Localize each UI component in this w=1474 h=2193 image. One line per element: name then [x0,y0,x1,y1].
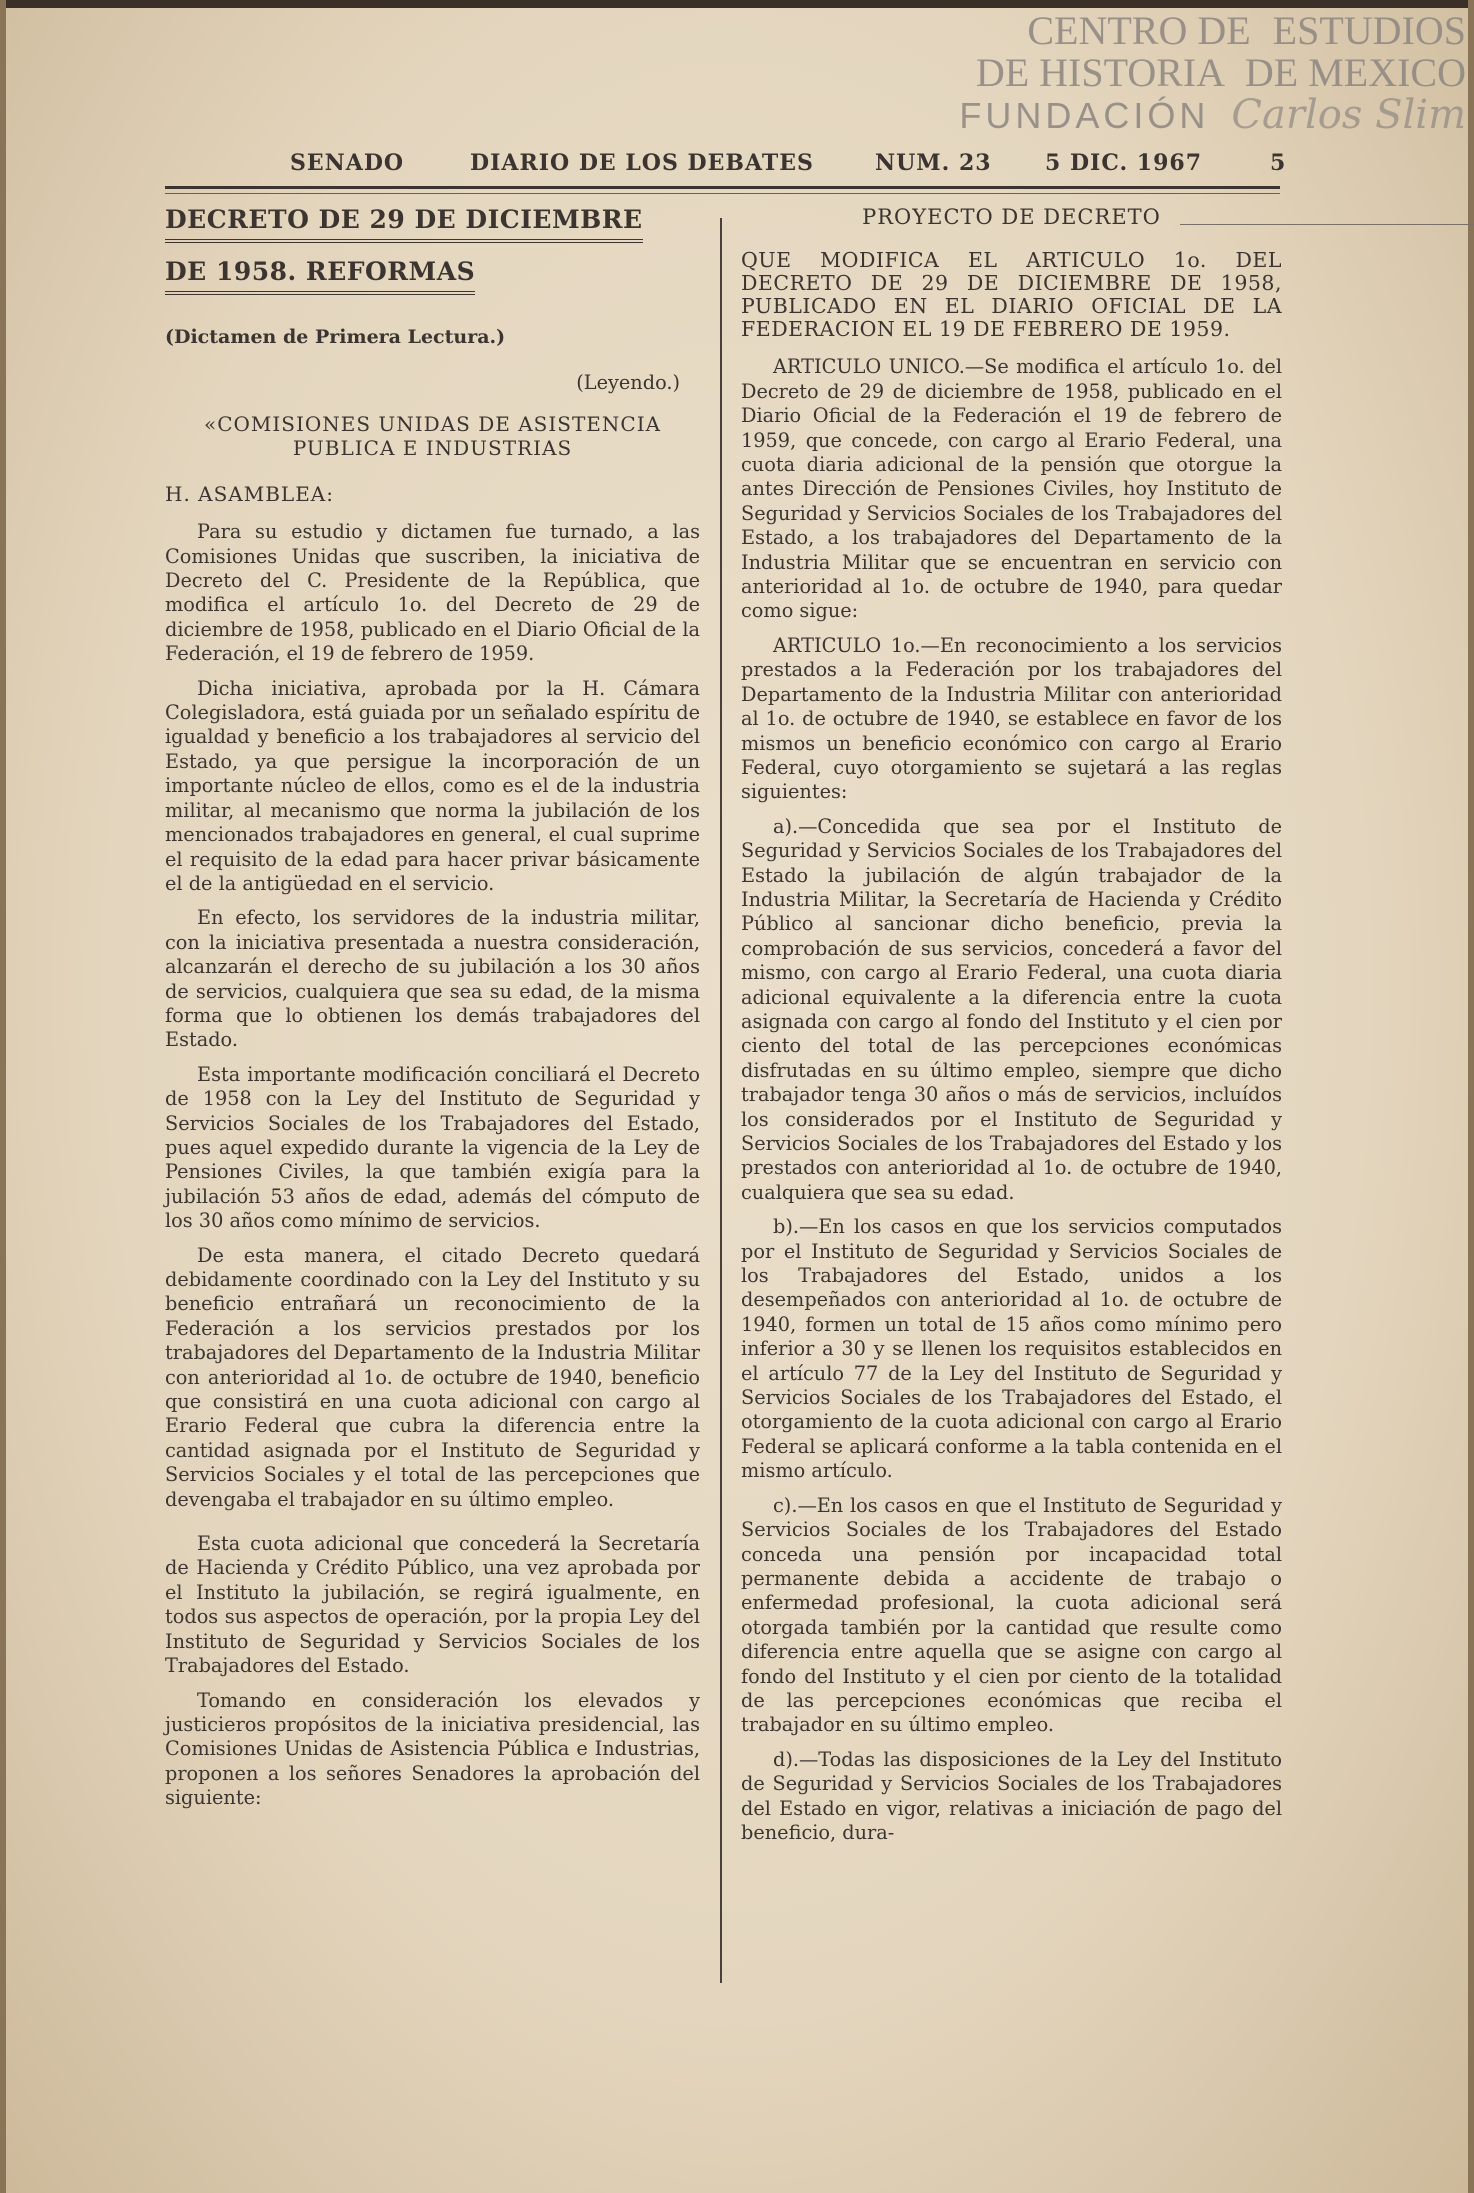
running-header [290,150,1290,180]
watermark-line: ESTUDIOS [1272,8,1466,53]
article-title-line-2: DE 1958. REFORMAS [165,257,475,295]
paragraph: ARTICULO 1o.—En reconocimiento a los servicios prestados a la Federación por los trabajadores del Departamento de la Industria Militar con anterioridad al 1o. de octubre de 1940, se establece en favor de los mismos un beneficio económico con cargo al Erario Federal, cuyo otorgamiento se sujetará a las reglas siguientes: [741,633,1282,804]
commissions-heading: «COMISIONES UNIDAS DE ASISTENCIA PUBLICA E INDUSTRIAS [203,411,662,460]
watermark-foundation: FUNDACIÓN [959,95,1210,136]
page-right-edge [1468,0,1474,2193]
watermark-line: DE HISTORIA [975,50,1223,95]
watermark-signature: Carlos Slim [1231,92,1466,138]
column-divider [720,218,722,1983]
decree-heading: PROYECTO DE DECRETO [862,205,1161,229]
paragraph: d).—Todas las disposiciones de la Ley del Instituto de Seguridad y Servicios Sociales de los Trabajadores del Estado en vigor, relativas a iniciación de pago del beneficio, dura- [741,1747,1282,1844]
header-rule [165,186,1280,194]
page-number: 5 [1270,150,1287,176]
paragraph: c).—En los casos en que el Instituto de Seguridad y Servicios Sociales de los Trabajadores del Estado conceda una pensión por incapacidad total permanente debida a accidente de trabajo o enfermedad profesional, la cuota adicional será otorgada también por la cantidad que resulte como diferencia entre aquella que se asigne con cargo al fondo del Instituto y el cien por ciento de la totalidad de las percepciones económicas que reciba el trabajador en su último empleo. [741,1493,1282,1737]
watermark-line: CENTRO DE [1027,8,1251,53]
paragraph: En efecto, los servidores de la industria militar, con la iniciativa presentada a nuestra consideración, alcanzarán el derecho de su jubilación a los 30 años de servicios, cualquiera que sea su edad, de la misma forma que lo obtienen los demás trabajadores del Estado. [165,906,700,1052]
paragraph: ARTICULO UNICO.—Se modifica el artículo 1o. del Decreto de 29 de diciembre de 1958, publicado en el Diario Oficial de la Federación el 19 de febrero de 1959, que concede, con cargo al Erario Federal, una cuota diaria adicional de la pensión que otorgue la antes Dirección de Pensiones Civiles, hoy Instituto de Seguridad y Servicios Sociales de los Trabajadores del Estado, a los trabajadores del Departamento de la Industria Militar que se encuentran en servicio con anterioridad al 1o. de octubre de 1940, para quedar como sigue: [741,355,1282,623]
header-publication: DIARIO DE LOS DEBATES [470,150,814,176]
page-top-edge [0,0,1474,8]
paragraph: b).—En los casos en que los servicios computados por el Instituto de Seguridad y Servicios Sociales de los Trabajadores del Estado, unidos a los desempeñados con anterioridad al 1o. de octubre de 1940, formen un total de 15 años como mínimo pero inferior a 30 y se llenen los requisitos establecidos en el artículo 77 de la Ley del Instituto de Seguridad y Servicios Sociales de los Trabajadores del Estado, el otorgamiento de la cuota adicional con cargo al Erario Federal se aplicará conforme a la tabla contenida en el mismo artículo. [741,1215,1282,1483]
watermark-line: DE MEXICO [1244,50,1466,95]
decree-subheading: QUE MODIFICA EL ARTICULO 1o. DEL DECRETO DE 29 DE DICIEMBRE DE 1958, PUBLICADO EN EL DIARIO OFICIAL DE LA FEDERACION EL 19 DE FEBRERO DE 1959. [741,248,1282,342]
watermark-row [860,10,1466,52]
article-subtitle: (Dictamen de Primera Lectura.) [165,326,506,348]
paragraph: Esta cuota adicional que concederá la Secretaría de Hacienda y Crédito Público, una vez aprobada por el Instituto la jubilación, se regirá igualmente, en todos sus aspectos de operación, por la propia Ley del Instituto de Seguridad y Servicios Sociales de los Trabajadores del Estado. [165,1532,700,1678]
right-column [741,205,1282,1855]
paragraph: a).—Concedida que sea por el Instituto de Seguridad y Servicios Sociales de los Trabajadores del Estado la jubilación de algún trabajador de la Industria Militar, la Secretaría de Hacienda y Crédito Público al sancionar dicho beneficio, previa la comprobación de sus servicios, concederá a favor del mismo, con cargo al Erario Federal, una cuota diaria adicional equivalente a la diferencia entre la cuota asignada con cargo al fondo del Instituto y el cien por ciento del total de las percepciones económicas disfrutadas en su último empleo, siempre que dicho trabajador tenga 30 años o más de servicios, incluídos los considerados por el Instituto de Seguridad y Servicios Sociales de los Trabajadores del Estado y los prestados con anterioridad al 1o. de octubre de 1940, cualquiera que sea su edad. [741,814,1282,1204]
paragraph: Esta importante modificación conciliará el Decreto de 1958 con la Ley del Instituto de Seguridad y Servicios Sociales de los Trabajadores del Estado, pues aquel expedido durante la vigencia de la Ley de Pensiones Civiles, la que también exigía para la jubilación 53 años de edad, además del cómputo de los 30 años como mínimo de servicios. [165,1062,700,1233]
watermark-row [860,94,1466,136]
page-left-edge [0,0,6,2193]
header-number: NUM. 23 [875,150,992,176]
watermark-row [860,52,1466,94]
watermark [860,10,1466,144]
salutation: H. ASAMBLEA: [165,481,334,506]
paragraph: De esta manera, el citado Decreto quedará debidamente coordinado con la Ley del Instituto y su beneficio entrañará un reconocimiento de la Federación a los servicios prestados por los trabajadores del Departamento de la Industria Militar con anterioridad al 1o. de octubre de 1940, beneficio que consistirá en una cuota adicional con cargo al Erario Federal que cubra la diferencia entre la cantidad asignada por el Instituto de Seguridad y Servicios Sociales y el total de las percepciones que devengaba el trabajador en su último empleo. [165,1243,700,1511]
paragraph: Para su estudio y dictamen fue turnado, a las Comisiones Unidas que suscriben, la iniciativa de Decreto del C. Presidente de la República, que modifica el artículo 1o. del Decreto de 29 de diciembre de 1958, publicado en el Diario Oficial de la Federación, el 19 de febrero de 1959. [165,520,700,666]
paragraph: Dicha iniciativa, aprobada por la H. Cámara Colegisladora, está guiada por un señalado espíritu de igualdad y beneficio a los trabajadores al servicio del Estado, ya que persigue la incorporación de un importante núcleo de ellos, como es el de la industria militar, al mecanismo que norma la jubilación de los mencionados trabajadores en general, el cual suprime el requisito de la edad para hacer privar básicamente el de la antigüedad en el servicio. [165,676,700,895]
article-title-line-1: DECRETO DE 29 DE DICIEMBRE [165,205,643,243]
header-date: 5 DIC. 1967 [1045,150,1203,176]
header-section: SENADO [290,150,405,176]
reading-note: (Leyendo.) [576,371,680,395]
paragraph: Tomando en consideración los elevados y justicieros propósitos de la iniciativa presidencial, las Comisiones Unidas de Asistencia Pública e Industrias, proponen a los señores Senadores la aprobación del siguiente: [165,1688,700,1810]
left-column [165,205,700,1821]
